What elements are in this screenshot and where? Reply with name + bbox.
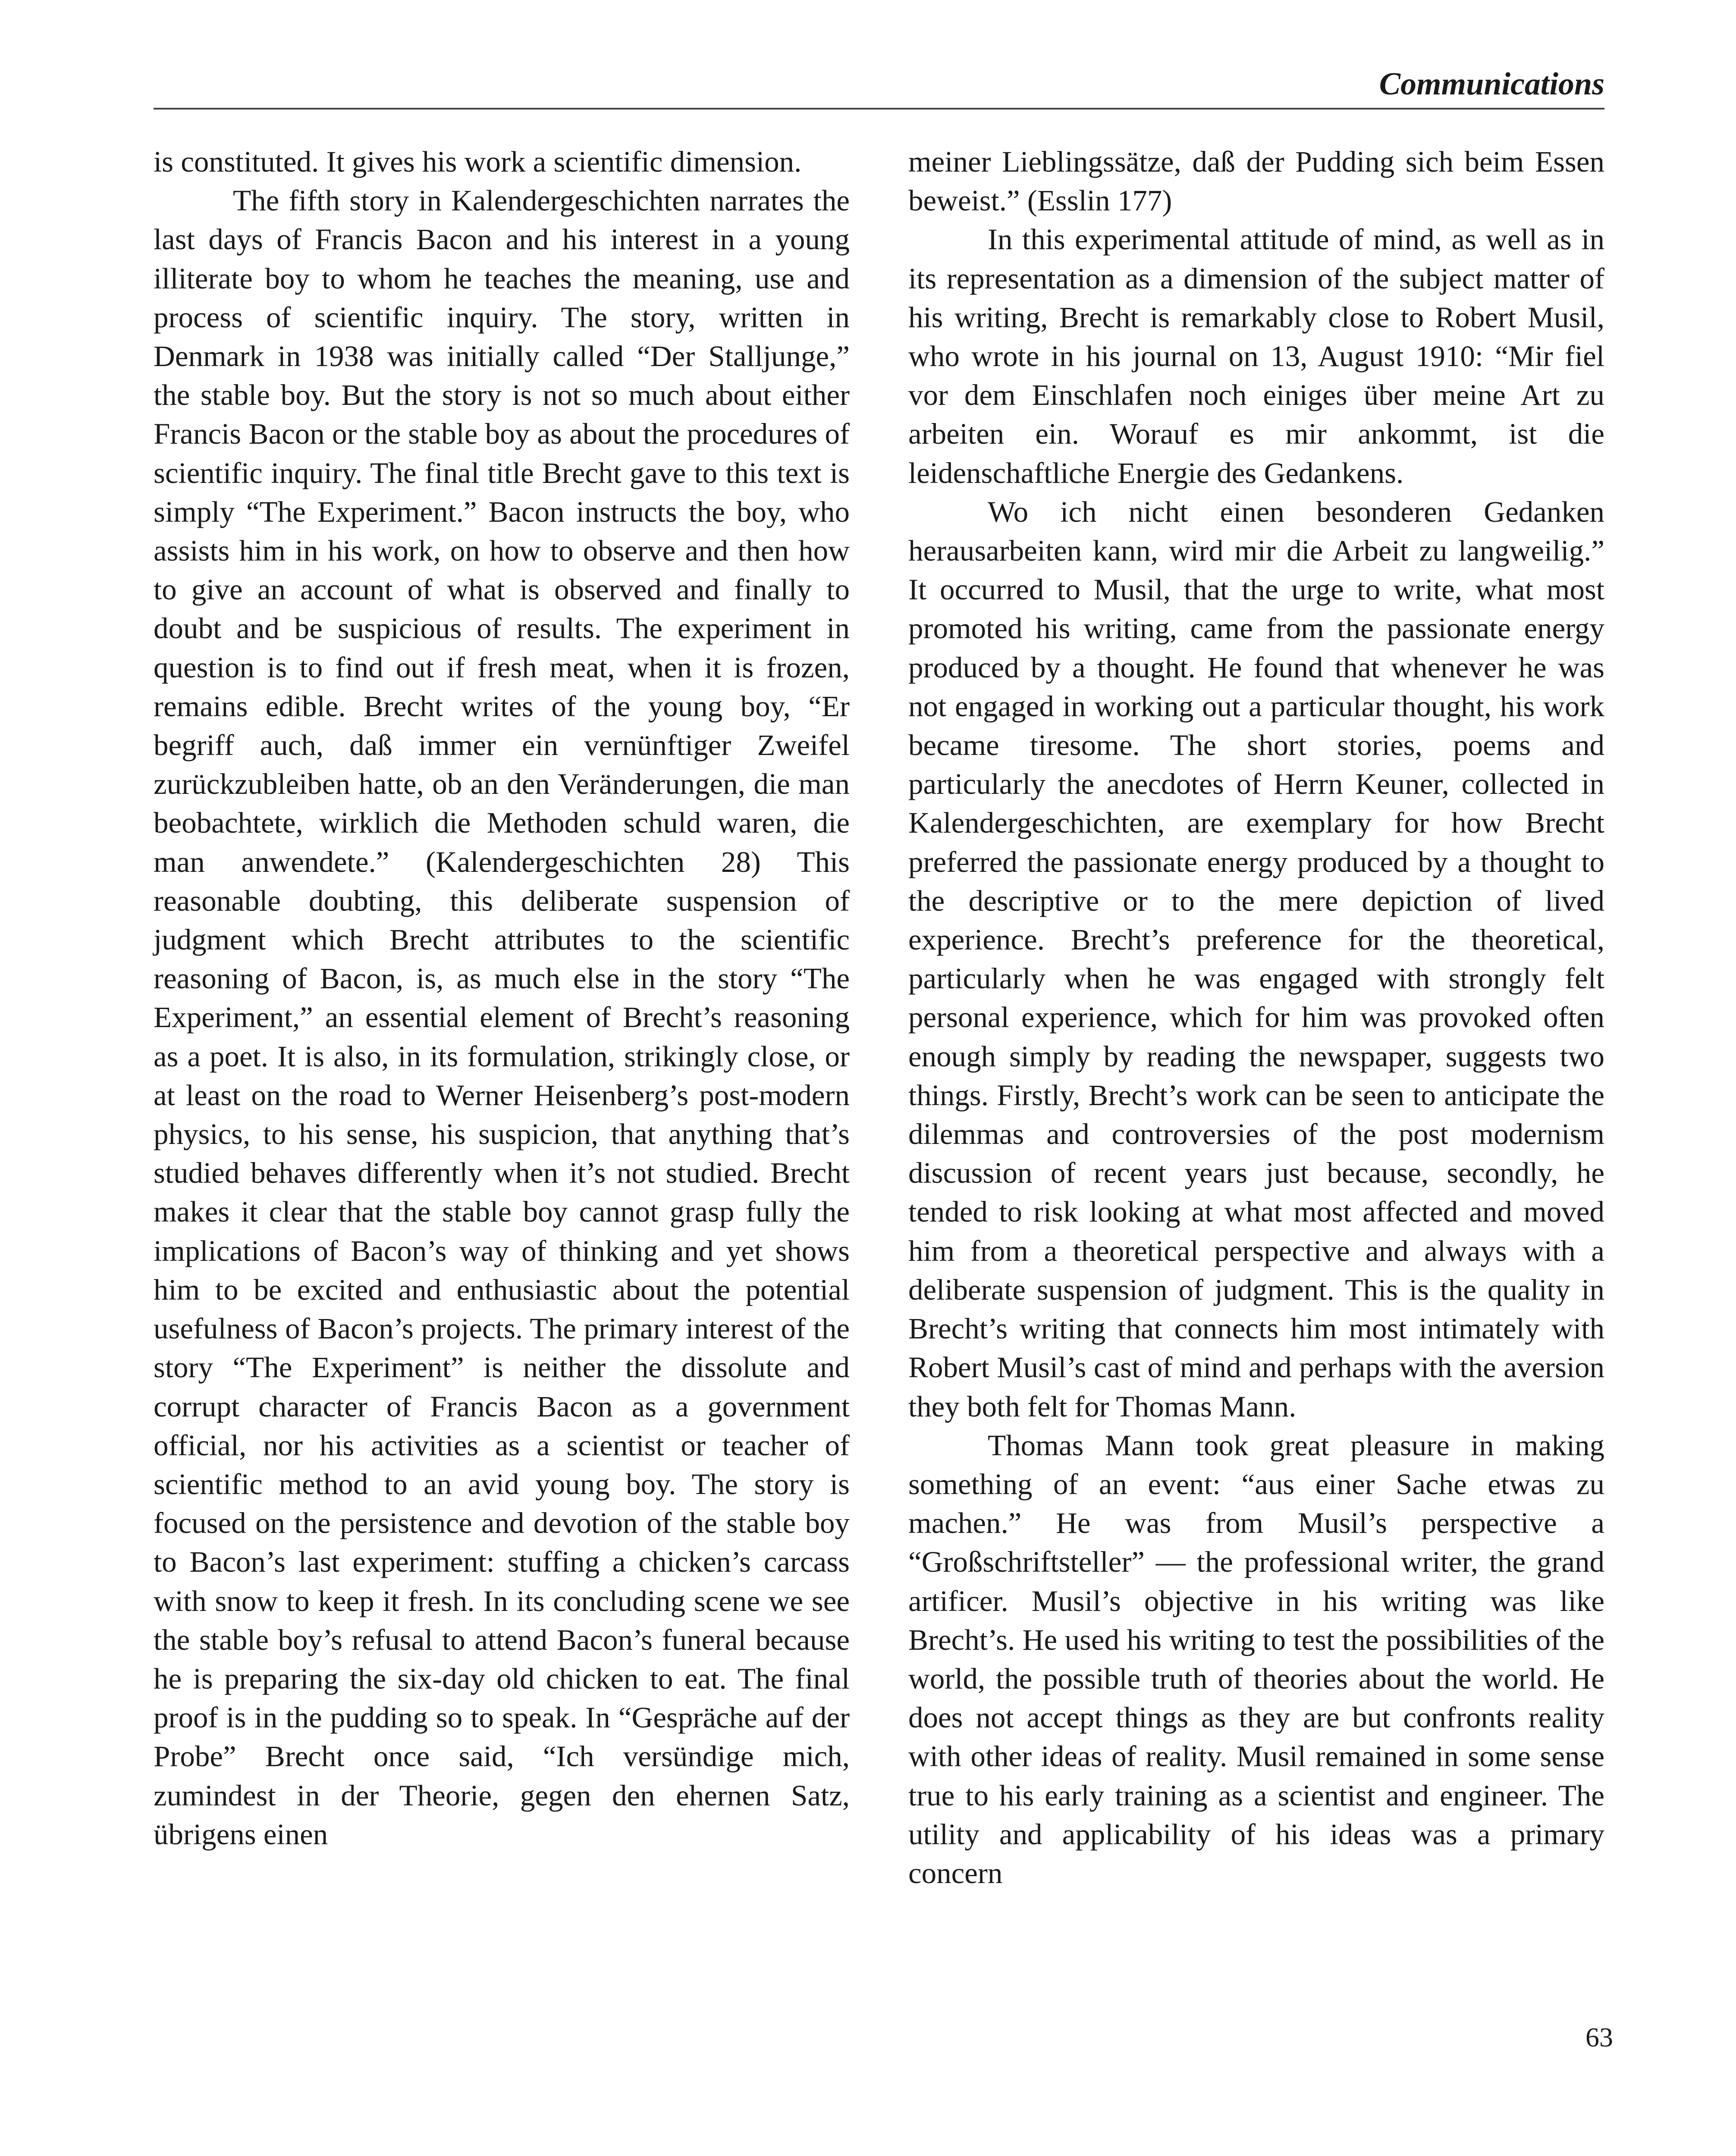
paragraph-quote-continuation: meiner Lieblingssätze, daß der Pudding sich beim Essen beweist.” (Esslin 177) xyxy=(908,145,1604,217)
paragraph-bacon-story: The fifth story in Kalendergeschichten narrates the last days of Francis Bacon and his interest in a young illiterate boy to whom he teaches the meaning, use and process of scientific inquiry. The story, written in Denmark in 1938 was initially called “Der Stalljunge,” the stable boy. But the story is not so much about either Francis Bacon or the stable boy as about the procedures of scientific inquiry. The final title Brecht gave to this text is simply “The Experiment.” Bacon instructs the boy, who assists him in his work, on how to observe and then how to give an account of what is observed and finally to doubt and be suspicious of results. The experiment in question is to find out if fresh meat, when it is frozen, remains edible. Brecht writes of the young boy, “Er begriff auch, daß immer ein vernünftiger Zweifel zurückzubleiben hatte, ob an den Veränderungen, die man beobachtete, wirklich die Methoden schuld waren, die man anwendete.” (Kalendergeschichten 28) This reasonable doubting, this deliberate suspension of judgment which Brecht attributes to the scientific reasoning of Bacon, is, as much else in the story “The Experiment,” an essential element of Brecht’s reasoning as a poet. It is also, in its formulation, strikingly close, or at least on the road to Werner Heisenberg’s post-modern physics, to his sense, his suspicion, that anything that’s studied behaves differently when it’s not studied. Brecht makes it clear that the stable boy cannot grasp fully the implications of Bacon’s way of thinking and yet shows him to be excited and enthusiastic about the potential usefulness of Bacon’s projects. The primary interest of the story “The Experiment” is neither the dissolute and corrupt character of Francis Bacon as a government official, nor his activities as a scientist or teacher of scientific method to an avid young boy. The story is focused on the persistence and devotion of the stable boy to Bacon’s last experiment: stuffing a chicken’s carcass with snow to keep it fresh. In its concluding scene we see the stable boy’s refusal to attend Bacon’s funeral because he is preparing the six-day old chicken to eat. The final proof is in the pudding so to speak. In “Gespräche auf der Probe” Brecht once said, “Ich versündige mich, zumindest in der Theorie, gegen den ehernen Satz, übrigens einen xyxy=(154,184,850,1851)
running-head: Communications xyxy=(1379,66,1604,102)
paragraph-musil-quote-end: Wo ich nicht einen besonderen Gedanken herausarbeiten kann, wird mir die Arbeit zu langweilig.” It occurred to Musil, that the urge to write, what most promoted his writing, came from the passionate energy produced by a thought. He found that whenever he was not engaged in working out a particular thought, his work became tiresome. The short stories, poems and particularly the anecdotes of Herrn Keuner, collected in Kalendergeschichten, are exemplary for how Brecht preferred the passionate energy produced by a thought to the descriptive or to the mere depiction of lived experience. Brecht’s preference for the theoretical, particularly when he was engaged with strongly felt personal experience, which for him was provoked often enough simply by reading the newspaper, suggests two things. Firstly, Brecht’s work can be seen to anticipate the dilemmas and controversies of the post modernism discussion of recent years just because, secondly, he tended to risk looking at what most affected and moved him from a theoretical perspective and always with a deliberate suspension of judgment. This is the quality in Brecht’s writing that connects him most intimately with Robert Musil’s cast of mind and perhaps with the aversion they both felt for Thomas Mann. xyxy=(908,495,1604,1423)
paragraph-musil-journal: In this experimental attitude of mind, as well as in its representation as a dimension of the subject matter of his writing, Brecht is remarkably close to Robert Musil, who wrote in his journal on 13, August 1910: “Mir fiel vor dem Einschlafen noch einiges über meine Art zu arbeiten ein. Worauf es mir ankommt, ist die leidenschaftliche Energie des Gedankens. xyxy=(908,223,1604,489)
paragraph-continuation: is constituted. It gives his work a scientific dimension. xyxy=(154,145,802,178)
paragraph-thomas-mann: Thomas Mann took great pleasure in making something of an event: “aus einer Sache etwas zu machen.” He was from Musil’s perspective a “Großschriftsteller” — the professional writer, the grand artificer. Musil’s objective in his writing was like Brecht’s. He used his writing to test the possibilities of the world, the possible truth of theories about the world. He does not accept things as they are but confronts reality with other ideas of reality. Musil remained in some sense true to his early training as a scientist and engineer. The utility and applicability of his ideas was a primary concern xyxy=(908,1429,1604,1890)
right-column xyxy=(908,142,1604,1893)
page-number: 63 xyxy=(1585,2022,1613,2053)
left-column xyxy=(154,142,850,1854)
header-rule xyxy=(154,108,1604,110)
